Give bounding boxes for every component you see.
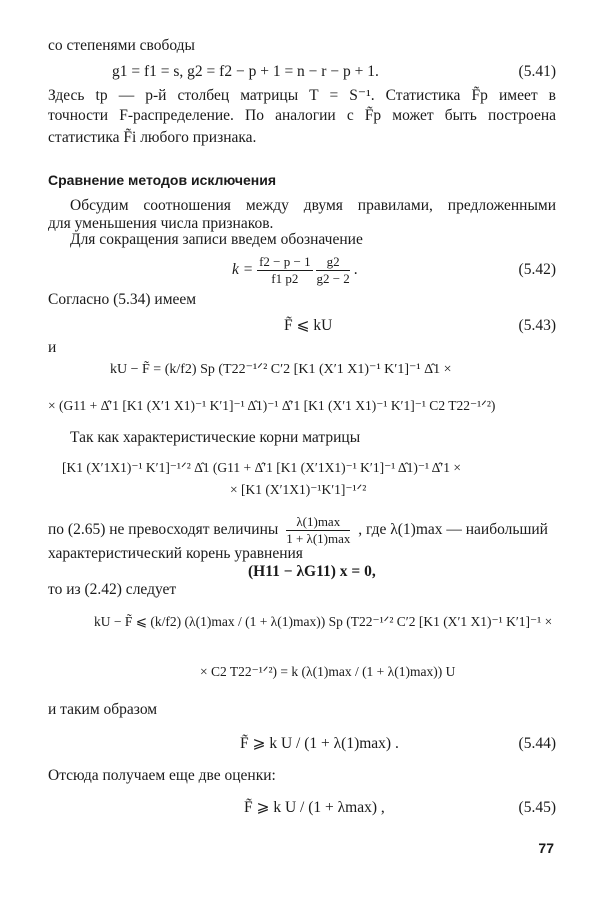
fraction [257,254,313,287]
text-line: Для сокращения записи введем обозначение [70,231,363,248]
numerator: g2 [316,254,349,271]
equation-line: × (G11 + Δ̂′1 [K1 (X′1 X1)⁻¹ K′1]⁻¹ Δ̂1)⁻¹ Δ̂′1 [K1 (X′1 X1)⁻¹ K′1]⁻¹ C2 T22⁻¹ᐟ²) [48,398,496,413]
eq-lhs: k = [232,261,254,278]
text-line: статистика F̃i любого признака. [48,129,257,146]
text-line: Обсудим соотношения между двумя правилами, предложенными [70,197,556,214]
text-line: Здесь tp — p-й столбец матрицы T = S⁻¹. Статистика F̃p имеет в [48,87,556,104]
text-fragment: , где λ(1)max — наибольший [358,521,548,539]
text-line [48,514,556,547]
fraction [286,514,350,547]
equation-line: (H11 − λG11) x = 0, [248,563,376,580]
text-line: характеристический корень уравнения [48,545,303,562]
equation-line: kU − F̃ = (k/f2) Sp (T22⁻¹ᐟ² C′2 [K1 (X′1 X1)⁻¹ K′1]⁻¹ Δ̂1 × [110,362,452,377]
equation-5-41: g1 = f1 = s, g2 = f2 − p + 1 = n − r − p + 1. [112,63,379,80]
text-line: и таким образом [48,701,158,718]
equation-5-44: F̃ ⩾ k U / (1 + λ(1)max) . [240,735,399,752]
text-line: со степенями свободы [48,37,195,54]
text-line: точности F-распределение. По аналогии с F̃p может быть построена [48,107,556,124]
numerator: f2 − p − 1 [259,253,311,269]
text-line: Отсюда получаем еще две оценки: [48,767,276,784]
text-line: для уменьшения числа признаков. [48,215,274,232]
equation-number: (5.45) [518,799,556,816]
equation-line: × [K1 (X′1X1)⁻¹K′1]⁻¹ᐟ² [230,482,367,497]
page-number: 77 [538,840,554,856]
equation-number: (5.42) [518,261,556,278]
text-fragment: по (2.65) не превосходят величины [48,521,279,539]
equation-5-42 [232,252,358,288]
equation-line: [K1 (X′1X1)⁻¹ K′1]⁻¹ᐟ² Δ̂1 (G11 + Δ̂′1 [K1 (X′1X1)⁻¹ K′1]⁻¹ Δ̂1)⁻¹ Δ̂′1 × [62,460,462,475]
equation-5-43: F̃ ⩽ kU [284,317,333,334]
equation-number: (5.43) [518,317,556,334]
equation-5-45: F̃ ⩾ k U / (1 + λmax) , [244,799,385,816]
denominator: g2 − 2 [316,270,350,286]
equation-number: (5.44) [518,735,556,752]
period: . [353,261,358,278]
numerator: λ(1)max [286,514,350,531]
text-line: Согласно (5.34) имеем [48,291,197,308]
equation-line: kU − F̃ ⩽ (k/f2) (λ(1)max / (1 + λ(1)max)) Sp (T22⁻¹ᐟ² C′2 [K1 (X′1 X1)⁻¹ K′1]⁻¹ × [94,614,553,629]
section-heading: Сравнение методов исключения [48,172,276,188]
equation-number: (5.41) [518,63,556,80]
fraction [316,254,349,287]
denominator: 1 + λ(1)max [286,531,351,546]
text-line: и [48,339,57,356]
text-line: то из (2.42) следует [48,581,177,598]
denominator: f1 p2 [271,270,299,286]
equation-line: × C2 T22⁻¹ᐟ²) = k (λ(1)max / (1 + λ(1)max)) U [200,664,456,679]
text-line: Так как характеристические корни матрицы [70,429,361,446]
